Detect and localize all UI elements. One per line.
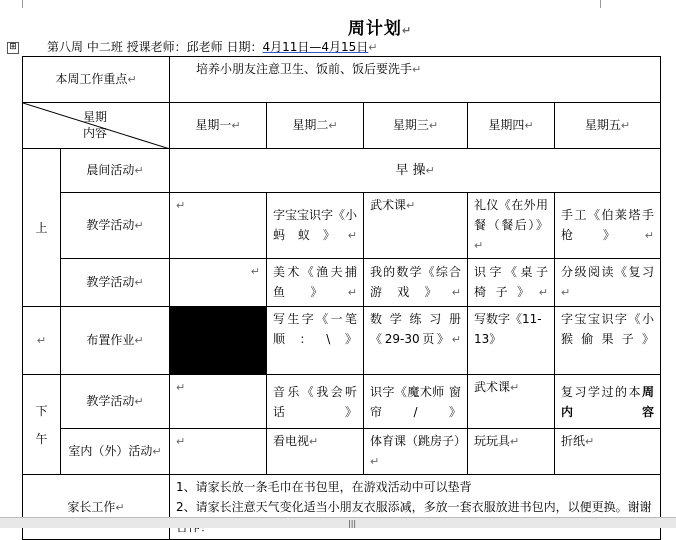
cell-text: 识字《魔术师 窗帘/》 (370, 384, 461, 419)
focus-text: 培养小朋友注意卫生、饭前、饭后要洗手 (196, 62, 413, 76)
homework-label-cell (61, 307, 170, 375)
paragraph-mark: ↵ (428, 119, 439, 132)
day-header-fri (555, 103, 661, 149)
week-plan-table (22, 56, 661, 540)
subtitle-prefix: 第八周 中二班 授课老师：邱老师 日期： (47, 40, 263, 54)
homework-wed[interactable] (364, 307, 468, 375)
day-label: 星期五 (584, 118, 621, 132)
teach-label: 教学活动 (86, 275, 135, 289)
title-text: 周计划 (347, 19, 402, 39)
day-header-thu (468, 103, 555, 149)
teach-label-cell (61, 193, 170, 259)
focus-row (23, 57, 661, 103)
day-header-mon (170, 103, 267, 149)
cell-text: 分级阅读《复习 (561, 265, 654, 279)
morning-content: 早 操 (395, 163, 426, 178)
teach-label: 教学活动 (86, 218, 135, 232)
paragraph-mark: ↵ (176, 435, 186, 448)
paragraph-mark: ↵ (328, 119, 338, 132)
pm-teach-mon[interactable] (170, 375, 267, 429)
pm-teach-fri[interactable] (555, 375, 661, 429)
header-day-label: 星期 (83, 110, 108, 124)
morning-content-cell[interactable] (170, 149, 661, 193)
cell-text: 写生字《一笔顺：\》 (273, 312, 357, 346)
pm-teach-wed[interactable] (364, 375, 468, 429)
cell-text: 武术课 (474, 380, 511, 394)
indoor-row (23, 429, 661, 475)
indoor-tue[interactable] (267, 429, 364, 475)
cell-text: 手工《伯莱塔手枪》 (561, 208, 654, 242)
indoor-thu[interactable] (468, 429, 555, 475)
paragraph-mark: ↵ (309, 435, 319, 448)
paragraph-mark: ↵ (510, 381, 520, 394)
ruler-mark-right (600, 0, 601, 8)
ruler-mark-left (22, 0, 23, 8)
day-header-wed (364, 103, 468, 149)
indoor-fri[interactable] (555, 429, 661, 475)
homework-mon-redacted[interactable] (170, 307, 267, 375)
parent-line-1: 1、请家长放一条毛巾在书包里，在游戏活动中可以垫背 (176, 480, 472, 494)
am-teach1-fri[interactable] (555, 193, 661, 259)
parent-text-cell[interactable] (170, 475, 661, 540)
document-subtitle (47, 38, 377, 55)
paragraph-mark: ↵ (644, 229, 654, 242)
paragraph-mark: ↵ (561, 286, 571, 299)
paragraph-mark: ↵ (538, 286, 548, 299)
focus-text-cell[interactable] (170, 57, 661, 103)
pm-label-1: 下 (35, 403, 48, 418)
teach-label: 教学活动 (86, 394, 135, 408)
cell-text: 字宝宝识字《小猴偷果子》 (561, 312, 654, 346)
cell-text: 复习学过的本周内容 (561, 384, 654, 419)
paragraph-mark: ↵ (134, 395, 144, 408)
paragraph-mark: ↵ (412, 63, 422, 76)
cell-text: 体育课（跳房子） (370, 434, 467, 448)
paragraph-mark: ↵ (524, 119, 534, 132)
day-header-tue (267, 103, 364, 149)
indoor-label-cell (61, 429, 170, 475)
day-label: 星期二 (292, 118, 329, 132)
pm-label-2: 午 (35, 431, 48, 446)
indoor-mon[interactable] (170, 429, 267, 475)
homework-label: 布置作业 (86, 333, 135, 347)
cell-text: 美术《渔夫捕鱼》 (273, 265, 357, 299)
paragraph-mark: ↵ (451, 286, 461, 299)
focus-label-cell (23, 57, 170, 103)
paragraph-mark: ↵ (127, 73, 137, 86)
paragraph-mark: ↵ (134, 164, 144, 177)
day-label: 星期三 (392, 118, 429, 132)
cell-text: 武术课 (370, 198, 407, 212)
homework-row (23, 307, 661, 375)
pm-teach-tue[interactable] (267, 375, 364, 429)
am-teach1-tue[interactable] (267, 193, 364, 259)
paragraph-mark: ↵ (347, 286, 357, 299)
homework-tue[interactable] (267, 307, 364, 375)
homework-fri[interactable] (555, 307, 661, 375)
homework-thu[interactable] (468, 307, 555, 375)
pm-label-cell (23, 375, 61, 475)
paragraph-mark: ↵ (585, 435, 595, 448)
am-teach2-tue[interactable] (267, 259, 364, 307)
paragraph-mark: ↵ (510, 435, 520, 448)
morning-label-cell (61, 149, 170, 193)
paragraph-mark: ↵ (425, 164, 435, 177)
cell-text: 数学练习册《29-30页》 (370, 312, 461, 346)
paragraph-mark: ↵ (36, 334, 47, 347)
split-grip-icon[interactable]: ||| (348, 519, 357, 528)
am-teach2-fri[interactable] (555, 259, 661, 307)
diagonal-header-cell (23, 103, 170, 149)
cell-text: 音乐《我会听话》 (273, 384, 357, 419)
cell-text: 礼仪《在外用餐（餐后）》 (474, 198, 548, 232)
paragraph-mark: ↵ (152, 445, 162, 458)
cell-text: 看电视 (273, 434, 310, 448)
cell-text: 玩玩具 (474, 434, 511, 448)
am-teach-row-2 (23, 259, 661, 307)
header-content-label: 内容 (83, 126, 108, 140)
am-teach-row-1 (23, 193, 661, 259)
pm-teach-thu[interactable] (468, 375, 555, 429)
day-header-row (23, 103, 661, 149)
homework-side-cell (23, 307, 61, 375)
parent-row (23, 475, 661, 540)
paragraph-mark: ↵ (176, 381, 186, 394)
paragraph-mark: ↵ (401, 24, 413, 37)
parent-label-cell (23, 475, 170, 540)
paragraph-mark: ↵ (620, 119, 631, 132)
cell-text: 字宝宝识字《小蚂蚁》 (273, 208, 358, 242)
day-label: 星期一 (195, 118, 232, 132)
am-teach1-wed[interactable] (364, 193, 468, 259)
cell-text: 折纸 (561, 434, 586, 448)
am-label: 上 (35, 220, 48, 235)
paragraph-mark: ↵ (451, 333, 461, 346)
paragraph-mark: ↵ (368, 41, 378, 54)
teach-label-cell (61, 259, 170, 307)
teach-label-cell (61, 375, 170, 429)
day-label: 星期四 (488, 118, 525, 132)
paragraph-mark: ↵ (347, 229, 357, 242)
parent-label: 家长工作 (67, 499, 116, 514)
bold-text: 周内容 (561, 384, 654, 419)
focus-label: 本周工作重点 (55, 72, 128, 86)
paragraph-mark: ↵ (176, 199, 186, 212)
parent-line-2: 2、请家长注意天气变化适当小朋友衣服添减，多放一套衣服放进书包内，以便更换。谢谢 (176, 500, 652, 514)
paragraph-mark: ↵ (406, 199, 416, 212)
cell-text: 识字《桌子 椅子》 (474, 265, 548, 299)
document-title (0, 14, 676, 39)
cell-text: 写数字《11-13》 (474, 312, 542, 346)
morning-label: 晨间活动 (86, 163, 135, 177)
am-teach2-mon[interactable] (170, 259, 267, 307)
paragraph-mark: ↵ (115, 500, 125, 514)
indoor-label: 室内（外）活动 (68, 444, 153, 458)
cell-text: 我的数学《综合游戏》 (370, 265, 461, 299)
paragraph-mark: ↵ (134, 219, 144, 232)
paragraph-mark: ↵ (134, 334, 144, 347)
am-teach2-wed[interactable] (364, 259, 468, 307)
paragraph-mark: ↵ (474, 239, 484, 252)
am-teach1-thu[interactable] (468, 193, 555, 259)
pm-teach-row (23, 375, 661, 429)
am-label-cell (23, 149, 61, 307)
am-teach1-mon[interactable] (170, 193, 267, 259)
status-bar (0, 517, 676, 528)
morning-activity-row (23, 149, 661, 193)
paragraph-mark: ↵ (250, 265, 260, 278)
indoor-wed[interactable] (364, 429, 468, 475)
subtitle-date: 4月11日—4月15日 (262, 40, 369, 54)
paragraph-mark: ↵ (231, 119, 241, 132)
paragraph-mark: ↵ (370, 455, 380, 468)
am-teach2-thu[interactable] (468, 259, 555, 307)
table-move-handle-icon[interactable]: ⊞ (7, 42, 19, 54)
paragraph-mark: ↵ (134, 276, 144, 289)
